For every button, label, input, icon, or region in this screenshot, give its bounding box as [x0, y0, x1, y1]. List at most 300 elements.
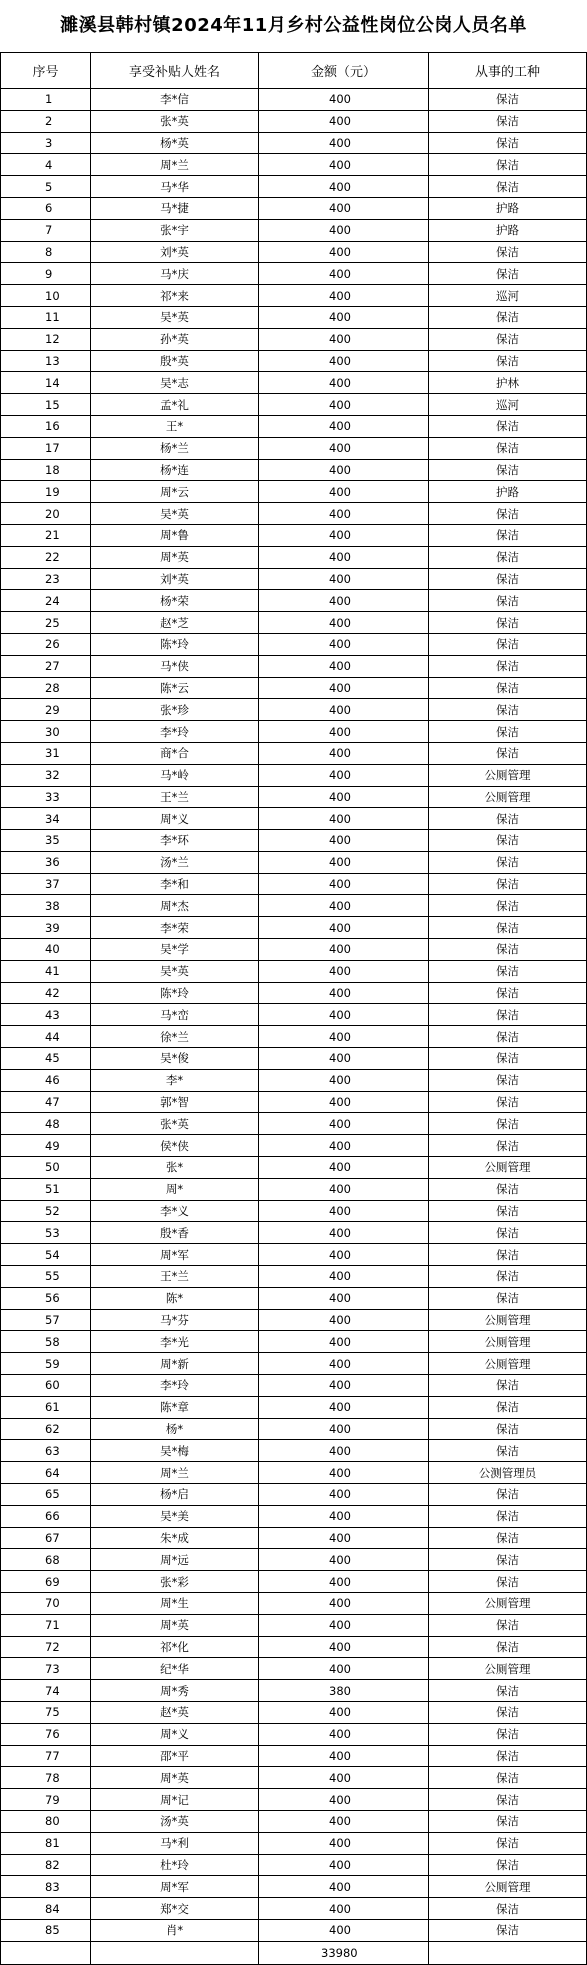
row-index: 85: [1, 1919, 91, 1941]
row-index: 8: [1, 241, 91, 263]
row-index: 67: [1, 1527, 91, 1549]
row-amount: 400: [259, 350, 429, 372]
row-name: 殷*英: [91, 350, 259, 372]
row-amount: 400: [259, 1091, 429, 1113]
row-index: 74: [1, 1680, 91, 1702]
row-name: 周*杰: [91, 895, 259, 917]
table-row: [1, 1440, 587, 1462]
row-job-type: 保洁: [429, 1919, 587, 1941]
table-row: [1, 1723, 587, 1745]
row-amount: 380: [259, 1680, 429, 1702]
row-index: 50: [1, 1157, 91, 1179]
row-index: 27: [1, 655, 91, 677]
total-amount: 33980: [259, 1941, 429, 1964]
row-amount: 400: [259, 481, 429, 503]
header-name: 享受补贴人姓名: [91, 53, 259, 89]
row-amount: 400: [259, 110, 429, 132]
row-name: 侯*侠: [91, 1135, 259, 1157]
row-job-type: 护林: [429, 372, 587, 394]
row-job-type: 保洁: [429, 350, 587, 372]
row-job-type: 保洁: [429, 590, 587, 612]
table-row: [1, 655, 587, 677]
row-index: 82: [1, 1854, 91, 1876]
row-name: 马*捷: [91, 197, 259, 219]
table-row: [1, 1919, 587, 1941]
row-amount: 400: [259, 197, 429, 219]
row-amount: 400: [259, 612, 429, 634]
row-index: 21: [1, 524, 91, 546]
table-row: [1, 1069, 587, 1091]
row-amount: 400: [259, 154, 429, 176]
row-job-type: 保洁: [429, 132, 587, 154]
row-amount: 400: [259, 590, 429, 612]
row-job-type: 保洁: [429, 176, 587, 198]
row-name: 朱*成: [91, 1527, 259, 1549]
row-job-type: 保洁: [429, 699, 587, 721]
row-amount: 400: [259, 372, 429, 394]
row-amount: 400: [259, 982, 429, 1004]
row-name: 吴*英: [91, 503, 259, 525]
row-index: 5: [1, 176, 91, 198]
row-name: 李*环: [91, 830, 259, 852]
row-name: 王*兰: [91, 1266, 259, 1288]
row-amount: 400: [259, 1571, 429, 1593]
table-row: [1, 1898, 587, 1920]
row-index: 15: [1, 394, 91, 416]
row-amount: 400: [259, 1309, 429, 1331]
row-name: 郑*交: [91, 1898, 259, 1920]
row-index: 77: [1, 1745, 91, 1767]
row-amount: 400: [259, 1745, 429, 1767]
row-job-type: 保洁: [429, 1701, 587, 1723]
row-name: 杨*兰: [91, 437, 259, 459]
row-name: 马*庆: [91, 263, 259, 285]
row-amount: 400: [259, 1592, 429, 1614]
row-job-type: 保洁: [429, 721, 587, 743]
row-amount: 400: [259, 1048, 429, 1070]
row-name: 周*云: [91, 481, 259, 503]
row-name: 马*峦: [91, 1004, 259, 1026]
row-job-type: 护路: [429, 219, 587, 241]
row-index: 28: [1, 677, 91, 699]
row-name: 周*英: [91, 1767, 259, 1789]
row-index: 64: [1, 1462, 91, 1484]
table-row: [1, 873, 587, 895]
row-name: 周*军: [91, 1244, 259, 1266]
row-name: 张*珍: [91, 699, 259, 721]
row-amount: 400: [259, 1004, 429, 1026]
row-name: 汤*英: [91, 1810, 259, 1832]
row-job-type: 保洁: [429, 612, 587, 634]
row-index: 23: [1, 568, 91, 590]
row-index: 72: [1, 1636, 91, 1658]
row-amount: 400: [259, 830, 429, 852]
row-amount: 400: [259, 1767, 429, 1789]
table-row: [1, 1658, 587, 1680]
row-job-type: 保洁: [429, 1636, 587, 1658]
row-name: 汤*兰: [91, 851, 259, 873]
table-row: [1, 132, 587, 154]
row-amount: 400: [259, 1876, 429, 1898]
table-row: [1, 568, 587, 590]
row-amount: 400: [259, 1375, 429, 1397]
row-name: 杨*连: [91, 459, 259, 481]
row-job-type: 保洁: [429, 960, 587, 982]
row-job-type: 保洁: [429, 459, 587, 481]
table-row: [1, 1200, 587, 1222]
row-index: 30: [1, 721, 91, 743]
row-job-type: 保洁: [429, 633, 587, 655]
row-job-type: 保洁: [429, 1396, 587, 1418]
row-name: 张*英: [91, 1113, 259, 1135]
table-row: [1, 1854, 587, 1876]
row-index: 12: [1, 328, 91, 350]
table-row: [1, 1048, 587, 1070]
header-index: 序号: [1, 53, 91, 89]
row-amount: 400: [259, 699, 429, 721]
table-row: [1, 808, 587, 830]
row-job-type: 保洁: [429, 1614, 587, 1636]
row-index: 24: [1, 590, 91, 612]
table-row: [1, 241, 587, 263]
row-index: 75: [1, 1701, 91, 1723]
row-amount: 400: [259, 546, 429, 568]
row-amount: 400: [259, 633, 429, 655]
row-amount: 400: [259, 1222, 429, 1244]
row-job-type: 保洁: [429, 1200, 587, 1222]
row-name: 吴*美: [91, 1505, 259, 1527]
row-job-type: 保洁: [429, 917, 587, 939]
table-row: [1, 219, 587, 241]
row-job-type: 保洁: [429, 546, 587, 568]
row-job-type: 保洁: [429, 1571, 587, 1593]
row-amount: 400: [259, 1832, 429, 1854]
row-name: 殷*香: [91, 1222, 259, 1244]
row-index: 69: [1, 1571, 91, 1593]
row-amount: 400: [259, 328, 429, 350]
row-index: 37: [1, 873, 91, 895]
row-amount: 400: [259, 219, 429, 241]
row-amount: 400: [259, 1396, 429, 1418]
row-job-type: 保洁: [429, 263, 587, 285]
row-job-type: 护路: [429, 481, 587, 503]
row-index: 54: [1, 1244, 91, 1266]
table-row: [1, 895, 587, 917]
row-amount: 400: [259, 1898, 429, 1920]
row-name: 李*信: [91, 89, 259, 111]
row-job-type: 公厕管理: [429, 1157, 587, 1179]
row-amount: 400: [259, 1462, 429, 1484]
row-job-type: 保洁: [429, 1527, 587, 1549]
row-name: 马*侠: [91, 655, 259, 677]
row-index: 73: [1, 1658, 91, 1680]
table-row: [1, 546, 587, 568]
table-row: [1, 1505, 587, 1527]
row-name: 商*合: [91, 742, 259, 764]
row-name: 李*荣: [91, 917, 259, 939]
row-index: 17: [1, 437, 91, 459]
table-row: [1, 437, 587, 459]
table-row: [1, 1157, 587, 1179]
table-row: [1, 415, 587, 437]
row-amount: 400: [259, 917, 429, 939]
row-job-type: 保洁: [429, 655, 587, 677]
row-job-type: 保洁: [429, 1222, 587, 1244]
row-index: 53: [1, 1222, 91, 1244]
row-index: 38: [1, 895, 91, 917]
row-index: 2: [1, 110, 91, 132]
table-row: [1, 1287, 587, 1309]
row-job-type: 保洁: [429, 437, 587, 459]
row-job-type: 保洁: [429, 89, 587, 111]
row-amount: 400: [259, 851, 429, 873]
row-index: 40: [1, 939, 91, 961]
row-amount: 400: [259, 677, 429, 699]
row-job-type: 护路: [429, 197, 587, 219]
row-name: 吴*英: [91, 960, 259, 982]
table-row: [1, 154, 587, 176]
row-amount: 400: [259, 524, 429, 546]
row-name: 陈*玲: [91, 633, 259, 655]
table-row: [1, 764, 587, 786]
table-row: [1, 677, 587, 699]
row-name: 周*鲁: [91, 524, 259, 546]
row-name: 陈*章: [91, 1396, 259, 1418]
row-name: 邵*平: [91, 1745, 259, 1767]
row-amount: 400: [259, 1135, 429, 1157]
row-index: 10: [1, 285, 91, 307]
table-row: [1, 1222, 587, 1244]
table-row: [1, 89, 587, 111]
table-row: [1, 1592, 587, 1614]
row-index: 44: [1, 1026, 91, 1048]
row-name: 李*和: [91, 873, 259, 895]
row-job-type: 公厕管理: [429, 1658, 587, 1680]
table-row: [1, 372, 587, 394]
row-name: 周*生: [91, 1592, 259, 1614]
row-amount: 400: [259, 1723, 429, 1745]
row-name: 李*义: [91, 1200, 259, 1222]
row-amount: 400: [259, 1353, 429, 1375]
row-index: 66: [1, 1505, 91, 1527]
row-index: 13: [1, 350, 91, 372]
table-row: [1, 917, 587, 939]
row-index: 55: [1, 1266, 91, 1288]
row-index: 16: [1, 415, 91, 437]
table-row: [1, 1636, 587, 1658]
table-row: [1, 394, 587, 416]
row-name: 马*岭: [91, 764, 259, 786]
row-index: 34: [1, 808, 91, 830]
row-job-type: 保洁: [429, 568, 587, 590]
table-row: [1, 960, 587, 982]
table-header-row: [1, 53, 587, 89]
row-index: 68: [1, 1549, 91, 1571]
row-index: 48: [1, 1113, 91, 1135]
row-name: 吴*俊: [91, 1048, 259, 1070]
row-amount: 400: [259, 1527, 429, 1549]
row-name: 孙*英: [91, 328, 259, 350]
row-index: 9: [1, 263, 91, 285]
row-index: 46: [1, 1069, 91, 1091]
row-job-type: 保洁: [429, 808, 587, 830]
row-job-type: 保洁: [429, 1440, 587, 1462]
row-name: 周*军: [91, 1876, 259, 1898]
row-job-type: 保洁: [429, 1767, 587, 1789]
row-amount: 400: [259, 873, 429, 895]
row-job-type: 保洁: [429, 1135, 587, 1157]
row-name: 周*: [91, 1178, 259, 1200]
row-amount: 400: [259, 503, 429, 525]
table-row: [1, 721, 587, 743]
row-amount: 400: [259, 1266, 429, 1288]
row-index: 1: [1, 89, 91, 111]
personnel-table: [0, 52, 587, 1965]
row-amount: 400: [259, 437, 429, 459]
row-amount: 400: [259, 1440, 429, 1462]
row-amount: 400: [259, 1789, 429, 1811]
table-row: [1, 1571, 587, 1593]
row-index: 76: [1, 1723, 91, 1745]
row-amount: 400: [259, 939, 429, 961]
row-index: 11: [1, 306, 91, 328]
table-row: [1, 612, 587, 634]
row-amount: 400: [259, 1157, 429, 1179]
row-index: 80: [1, 1810, 91, 1832]
row-job-type: 保洁: [429, 1091, 587, 1113]
row-amount: 400: [259, 1549, 429, 1571]
row-job-type: 保洁: [429, 1178, 587, 1200]
table-row: [1, 851, 587, 873]
table-row: [1, 1767, 587, 1789]
row-amount: 400: [259, 808, 429, 830]
row-job-type: 保洁: [429, 851, 587, 873]
table-row: [1, 328, 587, 350]
row-job-type: 保洁: [429, 1505, 587, 1527]
table-row: [1, 742, 587, 764]
table-row: [1, 1309, 587, 1331]
row-name: 杨*启: [91, 1484, 259, 1506]
row-amount: 400: [259, 1854, 429, 1876]
table-row: [1, 1418, 587, 1440]
row-index: 43: [1, 1004, 91, 1026]
row-name: 吴*英: [91, 306, 259, 328]
table-row: [1, 350, 587, 372]
table-row: [1, 1396, 587, 1418]
row-job-type: 保洁: [429, 1069, 587, 1091]
row-job-type: 公厕管理: [429, 764, 587, 786]
row-name: 杜*玲: [91, 1854, 259, 1876]
row-name: 马*华: [91, 176, 259, 198]
row-amount: 400: [259, 655, 429, 677]
row-index: 36: [1, 851, 91, 873]
row-name: 李*玲: [91, 1375, 259, 1397]
row-amount: 400: [259, 1178, 429, 1200]
row-index: 57: [1, 1309, 91, 1331]
row-index: 63: [1, 1440, 91, 1462]
table-row: [1, 1789, 587, 1811]
row-name: 周*新: [91, 1353, 259, 1375]
row-job-type: 保洁: [429, 1048, 587, 1070]
row-name: 周*远: [91, 1549, 259, 1571]
row-index: 42: [1, 982, 91, 1004]
row-amount: 400: [259, 764, 429, 786]
table-row: [1, 176, 587, 198]
row-name: 李*光: [91, 1331, 259, 1353]
row-job-type: 保洁: [429, 1745, 587, 1767]
row-index: 49: [1, 1135, 91, 1157]
table-row: [1, 1026, 587, 1048]
row-amount: 400: [259, 1113, 429, 1135]
row-amount: 400: [259, 459, 429, 481]
row-name: 赵*芝: [91, 612, 259, 634]
row-index: 29: [1, 699, 91, 721]
row-index: 81: [1, 1832, 91, 1854]
row-job-type: 保洁: [429, 241, 587, 263]
row-amount: 400: [259, 1484, 429, 1506]
row-amount: 400: [259, 1701, 429, 1723]
table-row: [1, 1701, 587, 1723]
row-name: 郭*智: [91, 1091, 259, 1113]
table-row: [1, 633, 587, 655]
row-name: 周*兰: [91, 154, 259, 176]
row-job-type: 公厕管理: [429, 1592, 587, 1614]
table-row: [1, 939, 587, 961]
row-index: 6: [1, 197, 91, 219]
table-row: [1, 306, 587, 328]
table-row: [1, 786, 587, 808]
row-name: 张*宇: [91, 219, 259, 241]
table-row: [1, 1876, 587, 1898]
row-job-type: 公厕管理: [429, 786, 587, 808]
row-index: 18: [1, 459, 91, 481]
row-amount: 400: [259, 415, 429, 437]
row-job-type: 公厕管理: [429, 1876, 587, 1898]
row-job-type: 保洁: [429, 742, 587, 764]
row-job-type: 保洁: [429, 982, 587, 1004]
table-row: [1, 1135, 587, 1157]
row-job-type: 保洁: [429, 873, 587, 895]
row-amount: 400: [259, 895, 429, 917]
row-job-type: 公厕管理: [429, 1309, 587, 1331]
row-index: 79: [1, 1789, 91, 1811]
row-name: 赵*英: [91, 1701, 259, 1723]
row-index: 31: [1, 742, 91, 764]
row-index: 65: [1, 1484, 91, 1506]
row-job-type: 公测管理员: [429, 1462, 587, 1484]
table-row: [1, 1266, 587, 1288]
table-row: [1, 1244, 587, 1266]
row-name: 周*英: [91, 546, 259, 568]
row-index: 33: [1, 786, 91, 808]
table-body: [1, 89, 587, 1965]
table-row: [1, 830, 587, 852]
row-index: 19: [1, 481, 91, 503]
row-job-type: 保洁: [429, 1418, 587, 1440]
row-index: 78: [1, 1767, 91, 1789]
row-index: 7: [1, 219, 91, 241]
row-job-type: 保洁: [429, 306, 587, 328]
row-name: 陈*玲: [91, 982, 259, 1004]
table-row: [1, 982, 587, 1004]
table-row: [1, 1614, 587, 1636]
table-row: [1, 699, 587, 721]
table-row: [1, 1375, 587, 1397]
row-index: 4: [1, 154, 91, 176]
row-index: 14: [1, 372, 91, 394]
row-name: 李*: [91, 1069, 259, 1091]
row-job-type: 巡河: [429, 285, 587, 307]
